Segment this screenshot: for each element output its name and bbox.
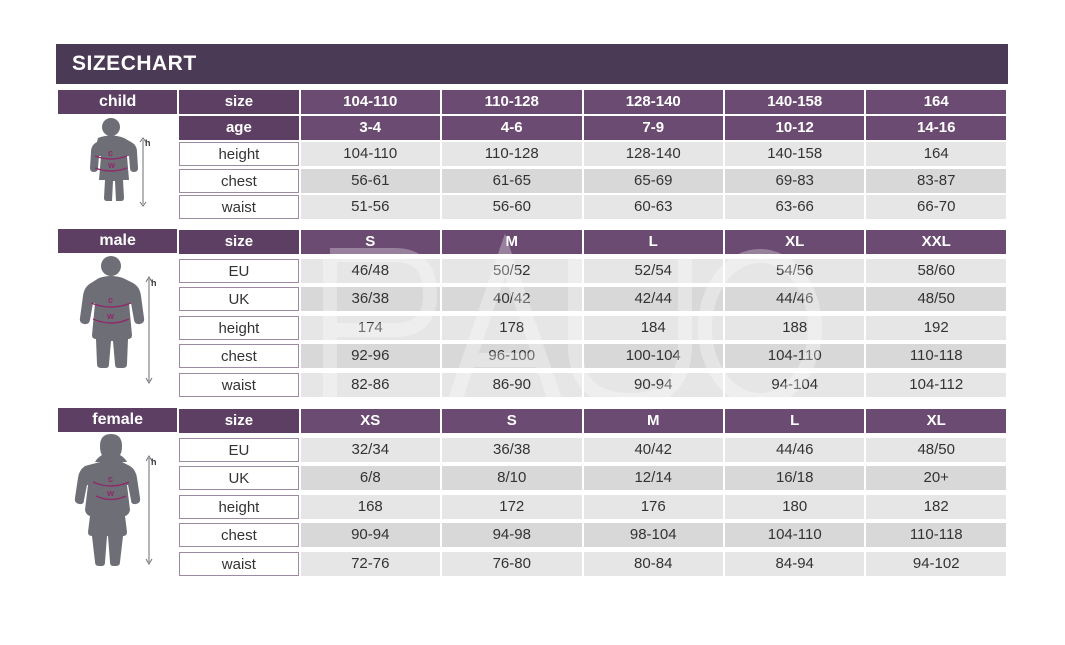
data-cell: 98-104 bbox=[584, 523, 723, 547]
data-cell: 51-56 bbox=[301, 195, 440, 219]
mark-waist-label: w bbox=[106, 488, 114, 498]
row-label: chest bbox=[179, 169, 298, 193]
data-cell: 182 bbox=[866, 495, 1006, 519]
mark-height-label: h bbox=[150, 278, 157, 288]
mark-height-label: h bbox=[144, 138, 151, 148]
table-row bbox=[58, 90, 1006, 114]
data-cell: 8/10 bbox=[442, 466, 581, 490]
group-label-female: female bbox=[58, 408, 177, 432]
data-cell: 44/46 bbox=[725, 438, 864, 462]
table-row bbox=[58, 116, 1006, 140]
child-silhouette bbox=[59, 114, 177, 219]
male-silhouette bbox=[59, 253, 177, 398]
data-cell: 56-60 bbox=[442, 195, 581, 219]
row-label: chest bbox=[179, 344, 298, 368]
header-cell: M bbox=[584, 409, 723, 433]
header-cell: 164 bbox=[866, 90, 1006, 114]
data-cell: 92-96 bbox=[301, 344, 440, 368]
data-cell: 110-128 bbox=[442, 142, 581, 166]
group-label-child: child bbox=[58, 90, 177, 114]
data-cell: 104-110 bbox=[301, 142, 440, 166]
data-cell: 104-110 bbox=[725, 344, 864, 368]
table-row bbox=[58, 229, 1006, 256]
header-cell: 3-4 bbox=[301, 116, 440, 140]
data-cell: 82-86 bbox=[301, 373, 440, 397]
data-cell: 61-65 bbox=[442, 169, 581, 193]
female-figure-cell bbox=[58, 408, 177, 577]
header-cell: L bbox=[584, 230, 723, 254]
data-cell: 94-104 bbox=[725, 373, 864, 397]
data-cell: 69-83 bbox=[725, 169, 864, 193]
data-cell: 110-118 bbox=[866, 523, 1006, 547]
female-silhouette-svg bbox=[59, 432, 177, 572]
data-cell: 180 bbox=[725, 495, 864, 519]
data-cell: 100-104 bbox=[584, 344, 723, 368]
data-cell: 40/42 bbox=[442, 287, 581, 311]
data-cell: 84-94 bbox=[725, 552, 864, 576]
row-label: waist bbox=[179, 195, 298, 219]
group-label-male: male bbox=[58, 229, 177, 253]
data-cell: 164 bbox=[866, 142, 1006, 166]
mark-waist-label: w bbox=[106, 311, 114, 321]
data-cell: 140-158 bbox=[725, 142, 864, 166]
header-cell: XL bbox=[866, 409, 1006, 433]
male-silhouette-svg bbox=[59, 253, 177, 393]
table-row bbox=[58, 408, 1006, 435]
table-row bbox=[58, 494, 1006, 521]
row-label: height bbox=[179, 142, 298, 166]
header-cell: 4-6 bbox=[442, 116, 581, 140]
mark-waist-label: w bbox=[107, 160, 115, 170]
header-cell: M bbox=[442, 230, 581, 254]
header-cell: 128-140 bbox=[584, 90, 723, 114]
data-cell: 42/44 bbox=[584, 287, 723, 311]
header-cell: 10-12 bbox=[725, 116, 864, 140]
data-cell: 65-69 bbox=[584, 169, 723, 193]
header-cell: 110-128 bbox=[442, 90, 581, 114]
data-cell: 80-84 bbox=[584, 552, 723, 576]
row-header-child-size: size bbox=[179, 90, 298, 114]
header-cell: 7-9 bbox=[584, 116, 723, 140]
data-cell: 66-70 bbox=[866, 195, 1006, 219]
table-row bbox=[58, 437, 1006, 464]
page-title-part2: CHART bbox=[120, 52, 197, 75]
data-cell: 48/50 bbox=[866, 287, 1006, 311]
size-chart-table bbox=[56, 88, 1008, 579]
data-cell: 86-90 bbox=[442, 373, 581, 397]
table-row bbox=[58, 258, 1006, 285]
data-cell: 48/50 bbox=[866, 438, 1006, 462]
data-cell: 104-112 bbox=[866, 373, 1006, 397]
data-cell: 96-100 bbox=[442, 344, 581, 368]
row-label: height bbox=[179, 316, 298, 340]
data-cell: 104-110 bbox=[725, 523, 864, 547]
data-cell: 90-94 bbox=[301, 523, 440, 547]
female-silhouette bbox=[59, 432, 177, 577]
table-row bbox=[58, 142, 1006, 166]
data-cell: 54/56 bbox=[725, 259, 864, 283]
data-cell: 63-66 bbox=[725, 195, 864, 219]
data-cell: 16/18 bbox=[725, 466, 864, 490]
chart-title-bar bbox=[56, 44, 1008, 84]
data-cell: 174 bbox=[301, 316, 440, 340]
data-cell: 6/8 bbox=[301, 466, 440, 490]
section-spacer bbox=[58, 400, 1006, 406]
mark-chest-label: c bbox=[107, 148, 113, 158]
male-figure-cell bbox=[58, 229, 177, 398]
data-cell: 94-102 bbox=[866, 552, 1006, 576]
header-cell: 140-158 bbox=[725, 90, 864, 114]
row-header-child-age: age bbox=[179, 116, 298, 140]
row-header-female-size: size bbox=[179, 409, 298, 433]
mark-height-label: h bbox=[150, 457, 157, 467]
data-cell: 72-76 bbox=[301, 552, 440, 576]
data-cell: 176 bbox=[584, 495, 723, 519]
data-cell: 20+ bbox=[866, 466, 1006, 490]
table-row bbox=[58, 522, 1006, 549]
data-cell: 128-140 bbox=[584, 142, 723, 166]
row-label: EU bbox=[179, 438, 298, 462]
header-cell: XS bbox=[301, 409, 440, 433]
data-cell: 184 bbox=[584, 316, 723, 340]
data-cell: 83-87 bbox=[866, 169, 1006, 193]
data-cell: 90-94 bbox=[584, 373, 723, 397]
data-cell: 40/42 bbox=[584, 438, 723, 462]
table-row bbox=[58, 372, 1006, 399]
data-cell: 188 bbox=[725, 316, 864, 340]
header-cell: 104-110 bbox=[301, 90, 440, 114]
header-cell: 14-16 bbox=[866, 116, 1006, 140]
data-cell: 36/38 bbox=[301, 287, 440, 311]
page-title-part1: SIZE bbox=[72, 52, 121, 75]
mark-chest-label: c bbox=[107, 474, 113, 484]
row-label: UK bbox=[179, 287, 298, 311]
row-header-male-size: size bbox=[179, 230, 298, 254]
table-row bbox=[58, 343, 1006, 370]
data-cell: 12/14 bbox=[584, 466, 723, 490]
row-label: height bbox=[179, 495, 298, 519]
data-cell: 56-61 bbox=[301, 169, 440, 193]
data-cell: 178 bbox=[442, 316, 581, 340]
section-spacer bbox=[58, 221, 1006, 227]
data-cell: 94-98 bbox=[442, 523, 581, 547]
child-silhouette-svg bbox=[59, 114, 177, 214]
table-row bbox=[58, 315, 1006, 342]
table-row bbox=[58, 465, 1006, 492]
data-cell: 44/46 bbox=[725, 287, 864, 311]
header-cell: XXL bbox=[866, 230, 1006, 254]
row-label: EU bbox=[179, 259, 298, 283]
size-chart bbox=[56, 44, 1008, 579]
header-cell: L bbox=[725, 409, 864, 433]
data-cell: 36/38 bbox=[442, 438, 581, 462]
data-cell: 50/52 bbox=[442, 259, 581, 283]
header-cell: S bbox=[301, 230, 440, 254]
data-cell: 52/54 bbox=[584, 259, 723, 283]
row-label: waist bbox=[179, 373, 298, 397]
data-cell: 110-118 bbox=[866, 344, 1006, 368]
header-cell: XL bbox=[725, 230, 864, 254]
row-label: UK bbox=[179, 466, 298, 490]
data-cell: 168 bbox=[301, 495, 440, 519]
data-cell: 76-80 bbox=[442, 552, 581, 576]
data-cell: 58/60 bbox=[866, 259, 1006, 283]
table-row bbox=[58, 169, 1006, 193]
data-cell: 192 bbox=[866, 316, 1006, 340]
data-cell: 60-63 bbox=[584, 195, 723, 219]
header-cell: S bbox=[442, 409, 581, 433]
data-cell: 32/34 bbox=[301, 438, 440, 462]
child-figure-cell bbox=[58, 90, 177, 219]
data-cell: 46/48 bbox=[301, 259, 440, 283]
row-label: waist bbox=[179, 552, 298, 576]
data-cell: 172 bbox=[442, 495, 581, 519]
table-row bbox=[58, 286, 1006, 313]
table-row bbox=[58, 551, 1006, 578]
row-label: chest bbox=[179, 523, 298, 547]
table-row bbox=[58, 195, 1006, 219]
mark-chest-label: c bbox=[107, 295, 113, 305]
